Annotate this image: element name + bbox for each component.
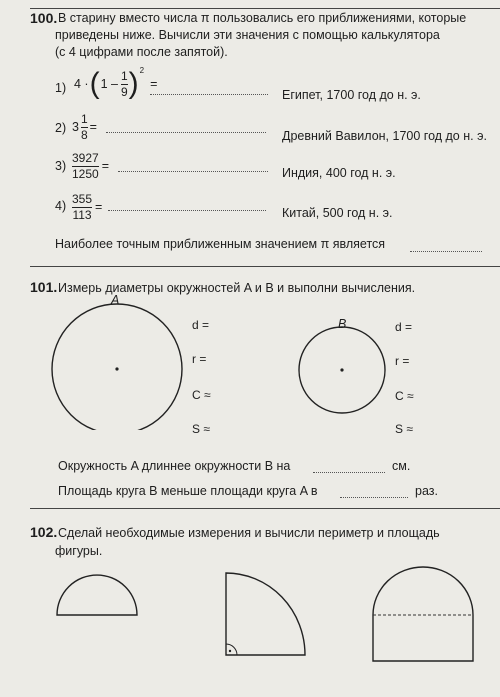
task-100-answer-line[interactable] <box>410 250 482 252</box>
item-3-fraction <box>72 152 99 181</box>
circle-a-radius: r = <box>192 352 207 366</box>
item-2-source: Древний Вавилон, 1700 год до н. э. <box>282 129 487 143</box>
item-3-frac-num: 3927 <box>72 150 99 165</box>
item-2-expression <box>72 107 97 147</box>
item-3-frac-den: 1250 <box>72 166 99 181</box>
item-1-prefix: 4 · <box>74 77 89 91</box>
circle-a-area: S ≈ <box>192 422 210 436</box>
item-2-answer-line[interactable] <box>106 131 266 133</box>
item-1-source: Египет, 1700 год до н. э. <box>282 88 421 102</box>
item-3-source: Индия, 400 год н. э. <box>282 166 396 180</box>
task-101-line2-post: раз. <box>415 484 438 498</box>
task-102-text-line1: Сделай необходимые измерения и вычисли периметр и площадь <box>58 526 440 540</box>
task-100-number: 100. <box>30 10 58 26</box>
rule-101-102 <box>30 508 500 509</box>
task-101-line2-pre: Площадь круга B меньше площади круга A в <box>58 484 318 498</box>
circle-b-circumference: C ≈ <box>395 389 414 403</box>
arched-rectangle-figure <box>373 567 473 661</box>
semicircle-figure <box>57 575 137 615</box>
task-101-line1-pre: Окружность A длиннее окружности B на <box>58 459 291 473</box>
item-4-answer-line[interactable] <box>108 209 266 211</box>
circles-drawing <box>0 290 500 430</box>
item-2-eq: = <box>89 120 97 134</box>
task-101-line1-post: см. <box>392 459 411 473</box>
item-1-power: 2 <box>139 66 145 75</box>
quarter-circle-figure <box>226 573 305 655</box>
item-4-frac-num: 355 <box>72 191 93 206</box>
circle-b-area: S ≈ <box>395 422 413 436</box>
item-3-label: 3) <box>55 159 67 173</box>
circle-b-label: B <box>338 317 347 331</box>
item-3-answer-line[interactable] <box>118 170 268 172</box>
item-1-label: 1) <box>55 81 67 95</box>
circle-a-label: A <box>111 293 120 307</box>
circle-b-center <box>340 368 343 371</box>
item-2-whole: 3 <box>72 120 79 134</box>
item-1-frac-num: 1 <box>120 68 128 83</box>
item-1-answer-line[interactable] <box>150 93 268 95</box>
circle-b-diameter: d = <box>395 320 413 334</box>
task-100-text-line2: приведены ниже. Вычисли эти значения с помощью калькулятора <box>55 28 440 42</box>
right-angle-mark <box>226 644 237 655</box>
circle-a-circumference: C ≈ <box>192 388 211 402</box>
task-102-number: 102. <box>30 524 58 540</box>
item-1-close-paren: ) <box>128 67 139 100</box>
item-4-label: 4) <box>55 199 67 213</box>
top-rule <box>30 8 500 9</box>
item-2-fraction <box>81 113 88 142</box>
task-100-conclusion: Наиболее точным приближенным значением π является <box>55 237 386 251</box>
circle-a-center <box>115 367 118 370</box>
item-1-expression <box>74 64 157 104</box>
item-3-expression <box>72 146 109 186</box>
task-101-line1-answer[interactable] <box>313 471 385 473</box>
task-101-number: 101. <box>30 279 58 295</box>
rule-100-101 <box>30 266 500 267</box>
item-1-eq: = <box>150 77 158 91</box>
task-101-line2-answer[interactable] <box>340 496 408 498</box>
item-1-open-paren: ( <box>89 67 100 100</box>
item-2-label: 2) <box>55 121 67 135</box>
item-2-frac-num: 1 <box>80 111 88 126</box>
circle-b-radius: r = <box>395 354 410 368</box>
item-1-inner: 1 – <box>100 77 118 91</box>
right-angle-dot <box>229 650 231 652</box>
item-4-source: Китай, 500 год н. э. <box>282 206 393 220</box>
item-2-frac-den: 8 <box>80 127 88 142</box>
item-4-fraction <box>72 193 92 222</box>
task-100-text-line3: (с 4 цифрами после запятой). <box>55 45 228 59</box>
item-4-expression <box>72 187 102 227</box>
task-100-text-line1: В старину вместо числа π пользовались его приближениями, которые <box>58 11 467 25</box>
item-1-fraction <box>121 70 128 99</box>
item-4-frac-den: 113 <box>72 207 92 222</box>
task-101-line1 <box>58 458 290 474</box>
item-1-frac-den: 9 <box>120 84 128 99</box>
task-101-text: Измерь диаметры окружностей A и B и выполни вычисления. <box>58 281 416 295</box>
circle-a <box>52 304 182 430</box>
item-4-eq: = <box>95 200 103 214</box>
circle-a-diameter: d = <box>192 318 210 332</box>
figures-drawing <box>0 560 500 670</box>
item-3-eq: = <box>101 159 110 173</box>
task-102-text-line2: фигуры. <box>55 544 103 558</box>
